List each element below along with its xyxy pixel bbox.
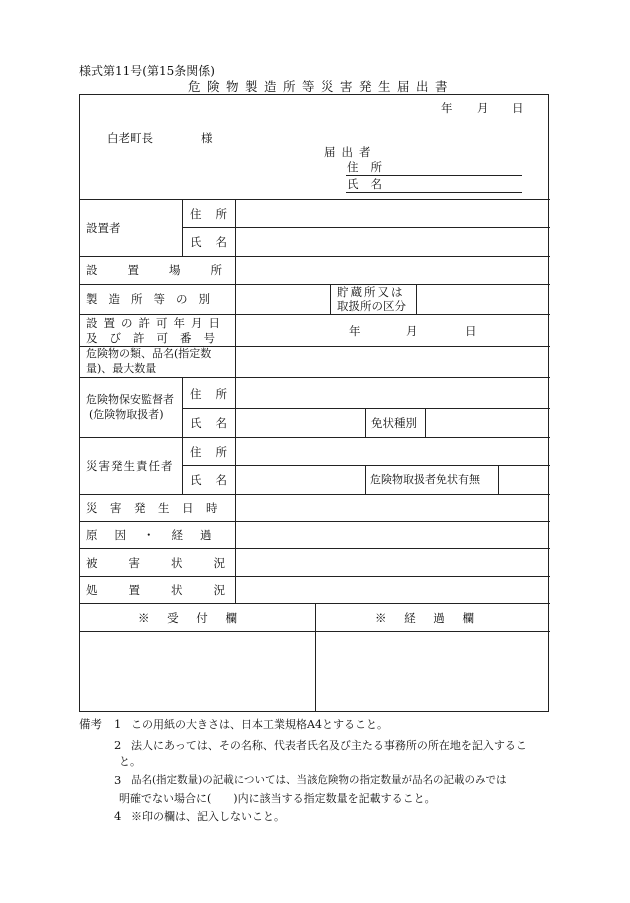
permit-label-line1: 設置の許可年月日: [86, 316, 226, 330]
notifier-address-line[interactable]: [346, 175, 522, 176]
form-number: 様式第11号(第15条関係): [79, 64, 215, 78]
installer-address-label: 住所: [190, 207, 241, 221]
supervisor-name-label: 氏名: [190, 416, 241, 430]
addressee: 白老町長: [107, 131, 153, 145]
hazmat-label-line1: 危険物の類、品名(指定数: [86, 347, 212, 360]
permit-day-label: 日: [465, 324, 477, 338]
permit-label-line2: 及び許可番号: [86, 331, 227, 345]
note-4-number: 4: [114, 809, 122, 823]
storage-type-line2: 取扱所の区分: [337, 299, 406, 313]
note-4-text: ※印の欄は、記入しないこと。: [131, 810, 285, 823]
responsible-address-label: 住所: [190, 445, 241, 459]
date-month-label: 月: [477, 101, 489, 115]
storage-type-line1: 貯蔵所又は: [337, 285, 405, 299]
note-3-text-line2: 明確でない場合に( )内に該当する指定数量を記載すること。: [119, 792, 436, 805]
permit-month-label: 月: [406, 324, 418, 338]
note-2-text-line1: 法人にあっては、その名称、代表者氏名及び主たる事務所の所在地を記入するこ: [131, 739, 527, 752]
note-2-number: 2: [114, 738, 122, 752]
responsible-label: 災害発生責任者: [86, 459, 174, 473]
occurrence-datetime-label: 災害発生日時: [86, 501, 230, 515]
notes-label: 備考: [79, 717, 102, 731]
note-3-number: 3: [114, 773, 122, 787]
page-title: 危険物製造所等災害発生届出書: [188, 79, 455, 94]
hazmat-label-line2: 量)、最大数量: [86, 362, 157, 375]
handler-license-label: 危険物取扱者免状有無: [370, 473, 480, 486]
cause-label: 原因・経過: [86, 528, 229, 542]
date-year-label: 年: [441, 101, 453, 115]
responsible-name-label: 氏名: [190, 473, 241, 487]
installer-label: 設置者: [86, 221, 121, 235]
supervisor-label-line1: 危険物保安監督者: [86, 393, 174, 406]
date-day-label: 日: [512, 101, 524, 115]
notifier-name-label: 氏名: [347, 177, 394, 191]
note-1-text: この用紙の大きさは、日本工業規格A4とすること。: [131, 718, 388, 731]
facility-type-label: 製造所等の別: [86, 292, 221, 306]
measures-label: 処置状況: [86, 583, 256, 597]
installer-name-label: 氏名: [190, 235, 241, 249]
supervisor-label-line2: (危険物取扱者): [89, 408, 164, 421]
reception-column-label: ※ 受 付 欄: [138, 611, 244, 625]
progress-column-label: ※ 経 過 欄: [375, 611, 481, 625]
installation-site-label: 設置場所: [86, 263, 252, 277]
note-1-number: 1: [114, 717, 122, 731]
honorific: 様: [201, 131, 213, 145]
notifier-address-label: 住所: [347, 160, 394, 174]
note-2-text-line2: と。: [119, 755, 141, 768]
license-type-label: 免状種別: [371, 416, 417, 430]
notifier-name-line[interactable]: [346, 192, 522, 193]
supervisor-address-label: 住所: [190, 387, 241, 401]
note-3-text-line1: 品名(指定数量)の記載については、当該危険物の指定数量が品名の記載のみでは: [131, 774, 507, 786]
permit-year-label: 年: [349, 324, 361, 338]
notifier-label: 届出者: [324, 145, 377, 159]
damage-label: 被害状況: [86, 556, 256, 570]
